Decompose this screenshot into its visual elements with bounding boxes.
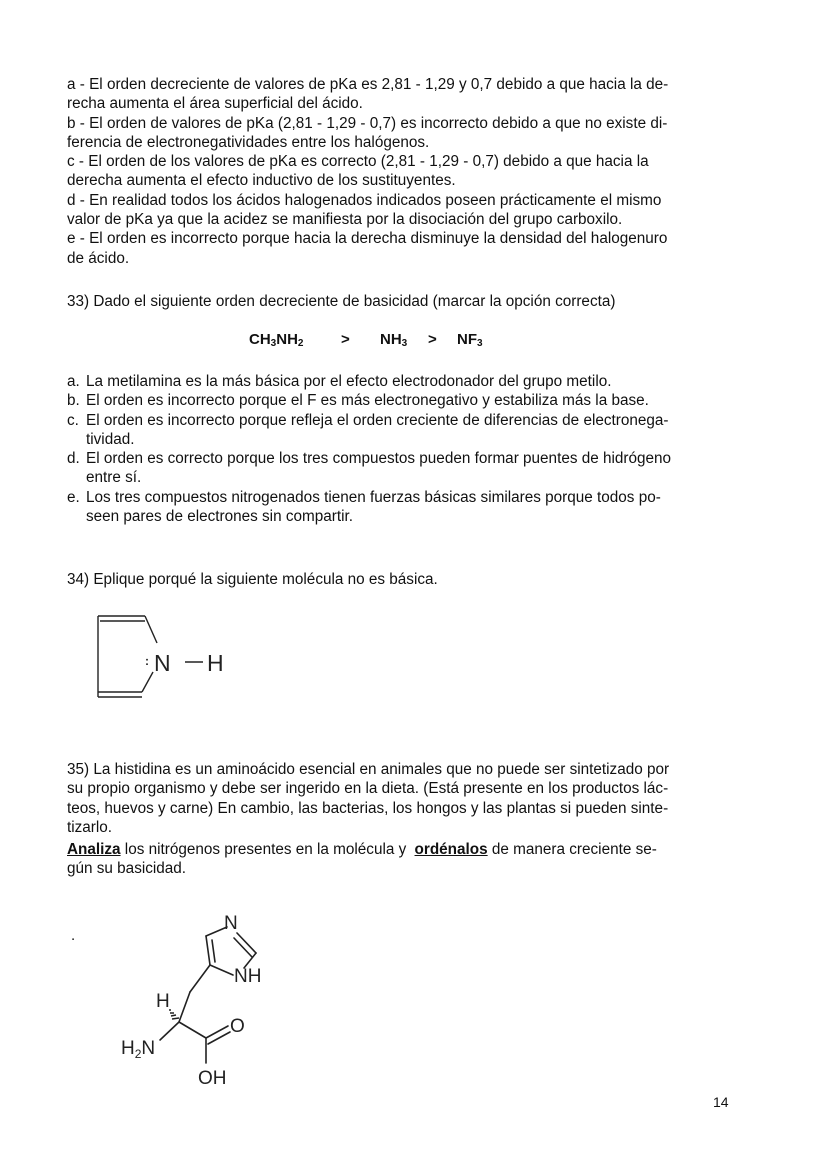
option-line: El orden es incorrecto porque el F es más electronegativo y estabiliza más la base. <box>86 392 649 410</box>
hashed-wedge <box>169 1010 179 1019</box>
label-amino-n: N <box>141 1038 156 1059</box>
hash-3 <box>171 1015 176 1016</box>
bond-calpha-cooh <box>179 1022 206 1038</box>
option-label: b. <box>67 392 80 410</box>
formula-nf3-sub: 3 <box>477 338 483 349</box>
pyrrole-hydrogen: H <box>207 650 224 676</box>
option-label: c. <box>67 411 79 429</box>
intro-option-b-line1: b - El orden de valores de pKa (2,81 - 1,29 - 0,7) es incorrecto debido a que no existe di- <box>67 114 668 132</box>
histidine-bonds <box>160 927 256 1063</box>
label-amino-group <box>121 1038 155 1061</box>
bond-c2-c1 <box>206 936 210 965</box>
formula-nf3-main: NF <box>457 331 477 348</box>
label-alpha-h: H <box>156 991 170 1012</box>
formula-nitrogen-trifluoride <box>457 331 483 349</box>
option-label: e. <box>67 488 80 506</box>
q35-line: teos, huevos y carne) En cambio, las bacterias, los hongos y las plantas si pueden sinte- <box>67 799 669 817</box>
q33-option-d <box>67 449 747 488</box>
q33-option-b <box>67 391 747 410</box>
bond-lower-right <box>142 672 153 692</box>
label-hydroxyl: OH <box>198 1068 227 1089</box>
intro-options <box>67 75 743 268</box>
q33-option-e <box>67 488 747 527</box>
stray-dot: . <box>71 927 76 944</box>
intro-option-c-line1: c - El orden de los valores de pKa es correcto (2,81 - 1,29 - 0,7) debido a que hacia la <box>67 153 649 171</box>
hash-4 <box>172 1018 179 1019</box>
intro-option-d-line2: valor de pKa ya que la acidez se manifiesta por la disociación del grupo carboxilo. <box>67 211 623 229</box>
q35-line: tizarlo. <box>67 818 113 836</box>
ordenalos-keyword: ordénalos <box>414 841 488 858</box>
bond-calpha-n <box>160 1022 179 1040</box>
q35-instruction-line1 <box>67 840 743 859</box>
intro-option-e-line1: e - El orden es incorrecto porque hacia la derecha disminuye la densidad del halogenuro <box>67 230 668 248</box>
q35-line: su propio organismo y debe ser ingerido en la dieta. (Está presente en los productos lác- <box>67 780 669 798</box>
option-line: La metilamina es la más básica por el efecto electrodonador del grupo metilo. <box>86 373 612 390</box>
label-imidazole-nh: NH <box>234 966 262 987</box>
option-line: El orden es incorrecto porque refleja el orden creciente de diferencias de electronega- <box>86 411 669 429</box>
q35-line: 35) La histidina es un aminoácido esencial en animales que no puede ser sintetizado por <box>67 761 670 778</box>
formula-ch: CH <box>249 331 271 348</box>
q33-option-c <box>67 411 747 450</box>
formula-greater-than-1: > <box>341 331 350 348</box>
intro-option-c-line2: derecha aumenta el efecto inductivo de los sustituyentes. <box>67 172 456 190</box>
option-line: tividad. <box>86 430 135 448</box>
option-line: seen pares de electrones sin compartir. <box>86 508 353 526</box>
label-amino-h: H <box>121 1038 135 1059</box>
intro-option-b-line2: ferencia de electronegatividades entre los halógenos. <box>67 133 430 151</box>
label-amino-2: 2 <box>134 1047 142 1061</box>
q35-paragraph <box>67 760 743 837</box>
formula-nh3-sub: 3 <box>401 338 408 349</box>
option-label: a. <box>67 373 80 390</box>
formula-sub-2: 2 <box>297 338 304 349</box>
instruction-mid: los nitrógenos presentes en la molécula y <box>120 841 411 858</box>
pyrrole-nitrogen: N <box>154 650 171 676</box>
intro-option-e-line2: de ácido. <box>67 249 130 267</box>
option-line: entre sí. <box>86 469 142 487</box>
bond-upper-right <box>145 616 157 643</box>
option-line: El orden es correcto porque los tres compuestos pueden formar puentes de hidrógeno <box>86 450 672 468</box>
bond-ch-n-double <box>234 938 252 957</box>
intro-option-a-line2: recha aumenta el área superficial del ácido. <box>67 95 363 113</box>
bond-c-o <box>206 1026 228 1038</box>
intro-option-a-line1: a - El orden decreciente de valores de pKa es 2,81 - 1,29 y 0,7 debido a que hacia la de- <box>67 76 669 93</box>
q34-question: 34) Eplique porqué la siguiente molécula no es básica. <box>67 571 438 588</box>
bond-ch2-calpha <box>179 992 190 1022</box>
q35-instruction-line2: gún su basicidad. <box>67 860 187 878</box>
formula-methylamine <box>249 331 303 349</box>
option-line: Los tres compuestos nitrogenados tienen fuerzas básicas similares porque todos po- <box>86 488 661 506</box>
bond-c2-c1-double <box>212 940 215 962</box>
intro-option-d-line1: d - En realidad todos los ácidos halogenados indicados poseen prácticamente el mismo <box>67 191 662 209</box>
option-label: d. <box>67 450 80 468</box>
instruction-end: de manera creciente se- <box>487 841 657 858</box>
formula-ammonia <box>380 331 407 349</box>
q33-options <box>67 372 747 526</box>
q33-question: 33) Dado el siguiente orden decreciente de basicidad (marcar la opción correcta) <box>67 293 616 310</box>
formula-sub-3: 3 <box>270 338 277 349</box>
bond-ring-ch2 <box>190 965 210 992</box>
pyrrole-structure <box>90 610 240 705</box>
bond-c-o-double <box>208 1032 230 1044</box>
formula-greater-than-2: > <box>428 331 437 348</box>
bond-ch-n <box>237 933 256 953</box>
histidine-structure <box>110 905 310 1095</box>
pyrrole-bonds <box>98 616 203 697</box>
label-carbonyl-o: O <box>230 1016 245 1037</box>
label-imidazole-n: N <box>224 913 238 934</box>
q33-option-a <box>67 372 747 391</box>
lone-pair-dots: : <box>145 654 149 668</box>
page-number: 14 <box>713 1094 729 1110</box>
formula-nh: NH <box>276 331 298 348</box>
q35-instruction <box>67 840 743 879</box>
formula-nh3-main: NH <box>380 331 402 348</box>
analiza-keyword: Analiza <box>67 841 121 858</box>
bond-c1-nh <box>210 965 233 975</box>
